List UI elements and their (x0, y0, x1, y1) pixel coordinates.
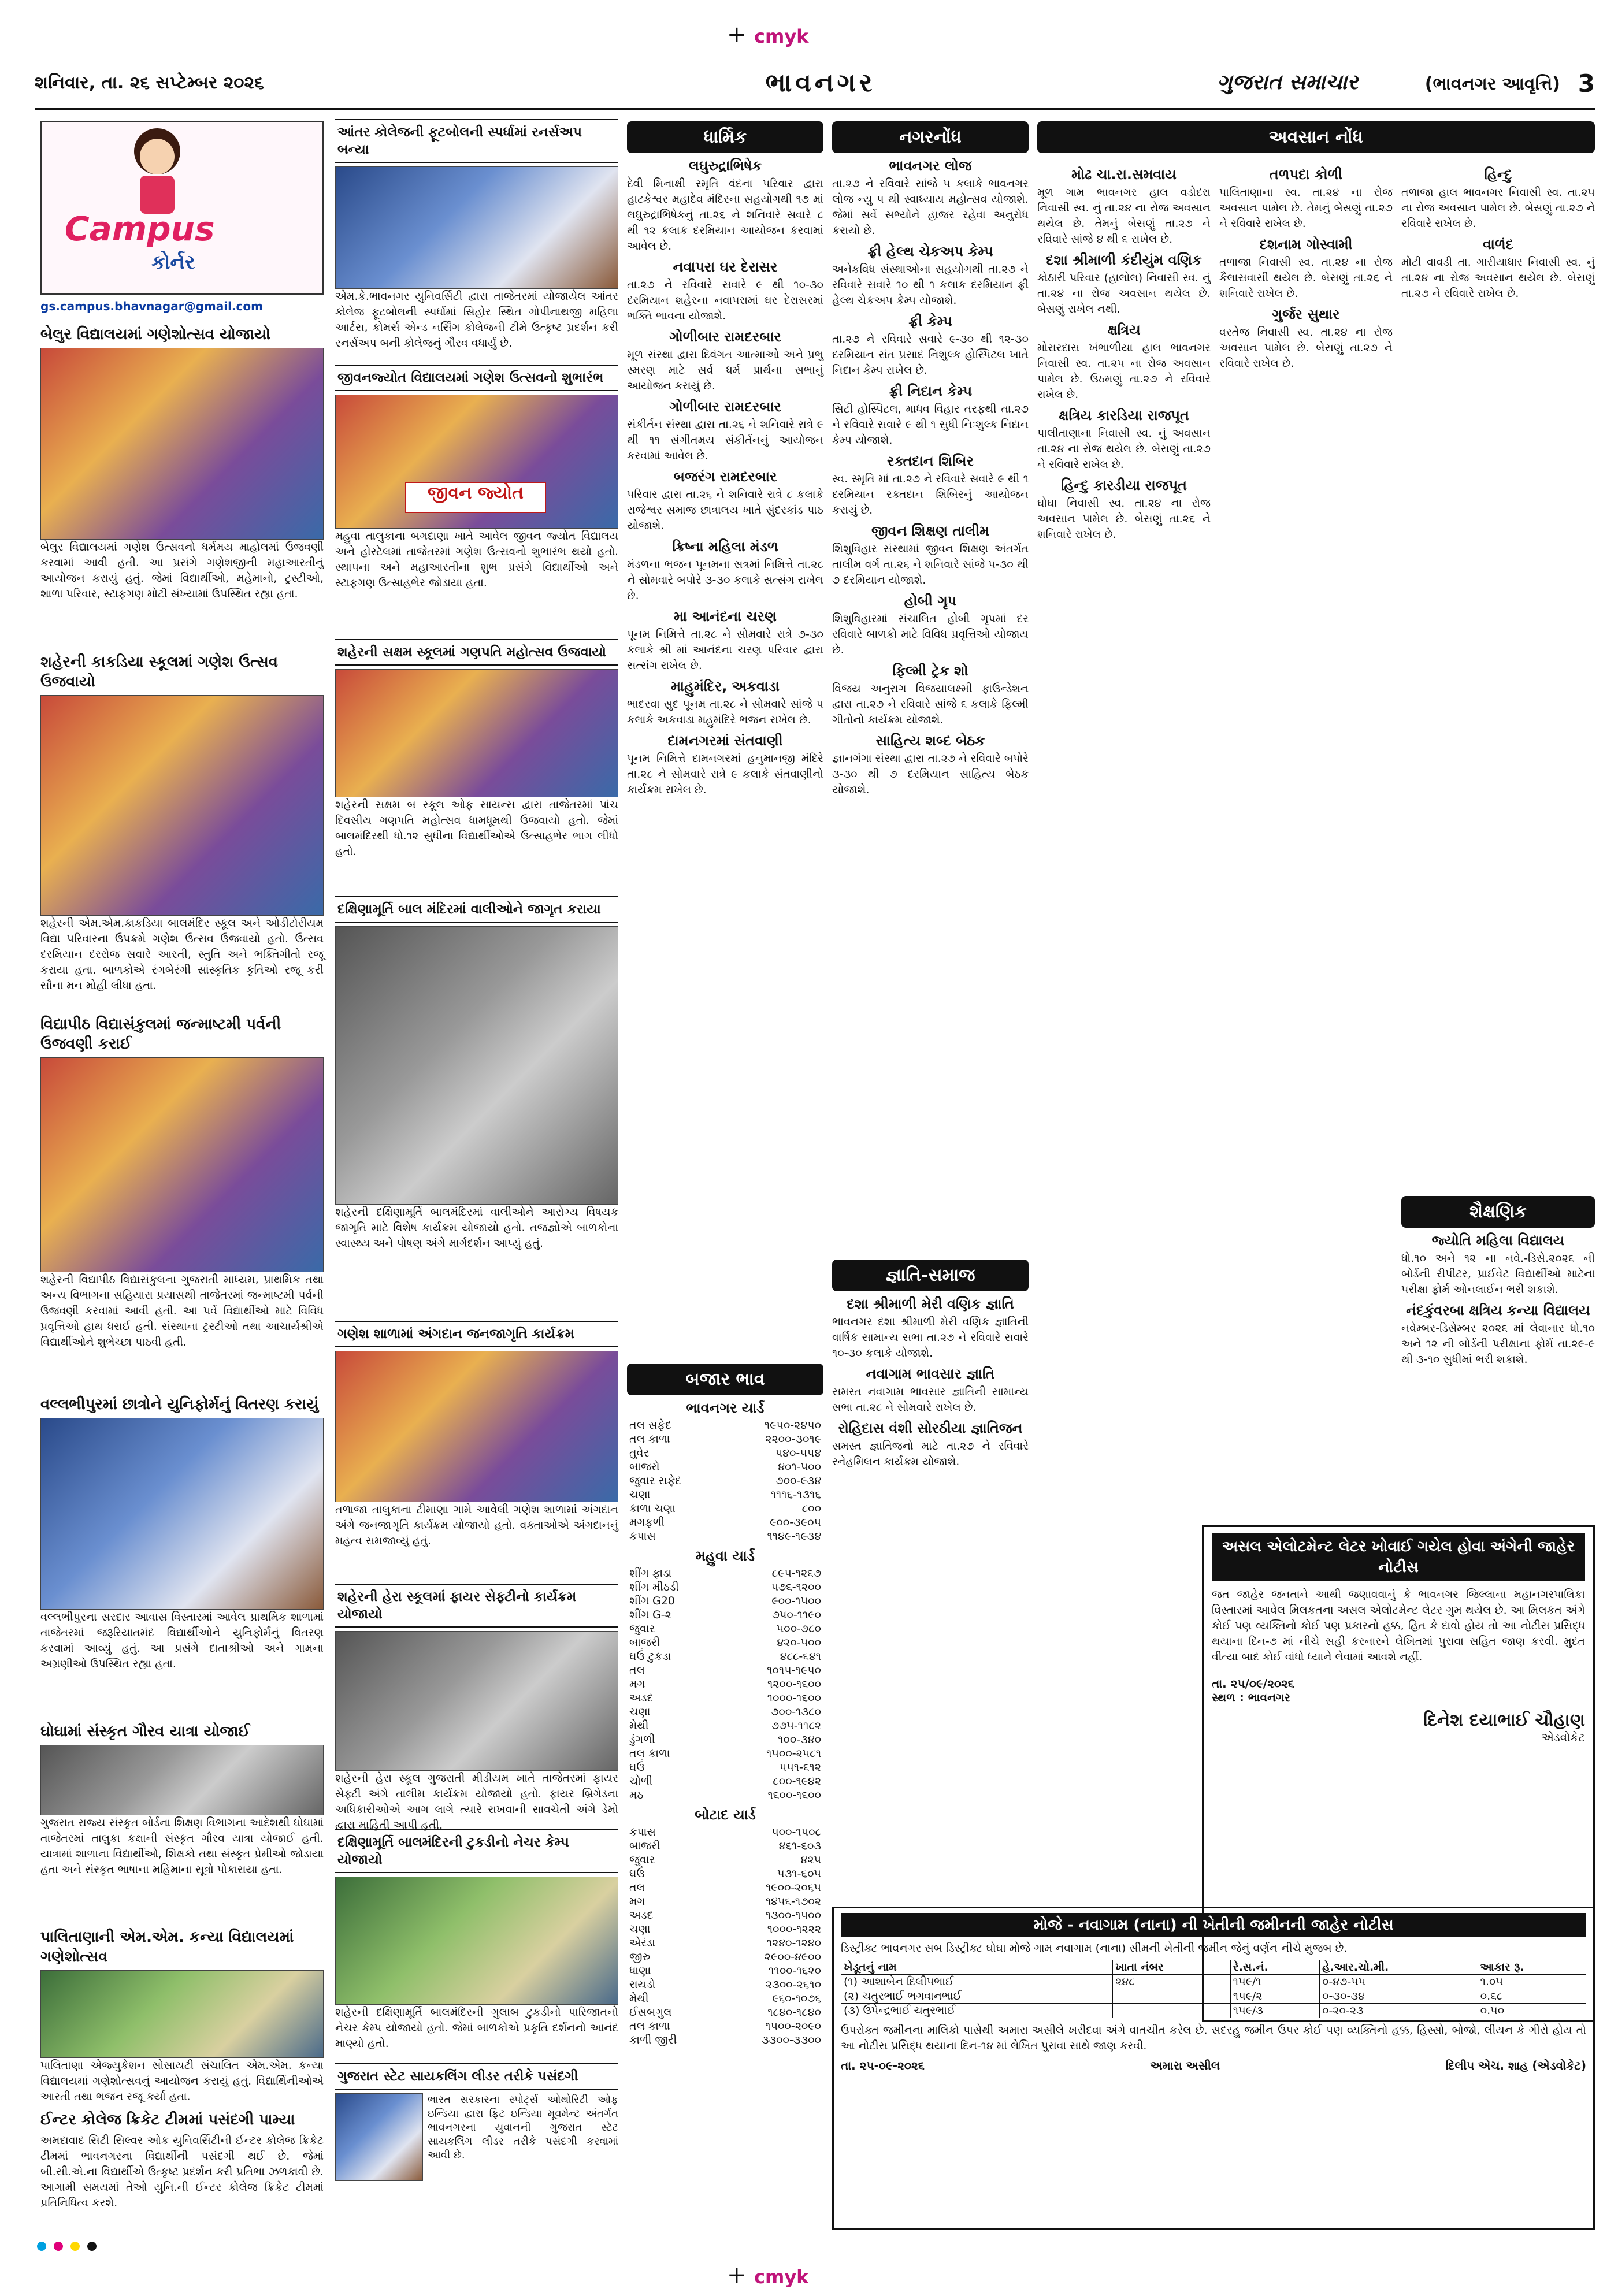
story-headline: શહેરની કાકડિયા સ્કૂલમાં ગણેશ ઉત્સવ ઉજવાયો (40, 653, 278, 690)
avsan-item: વાળંદ મોટી વાવડી તા. ગારીયાધાર નિવાસી સ્વ. નું તા.૨૪ ના રોજ અવસાન થયેલ છે. બેસણું તા.૨૭ ને રવિવારે રાખેલ છે. (1401, 236, 1595, 300)
market-row (627, 1950, 823, 1964)
campus2-story-4 (335, 893, 618, 1314)
masthead-city: ભાવનગર (765, 68, 876, 98)
story-body: તળાજા તાલુકાના ટીમાણા ગામે આવેલી ગણેશ શાળામાં અંગદાન અંગે જનજાગૃતિ કાર્યક્રમ યોજાયો હતો. વક્તાઓએ અંગદાનનું મહત્વ સમજાવ્યું હતું. (335, 1503, 618, 1547)
story-body: પાલિતાણા એજ્યુકેશન સોસાયટી સંચાલિત એમ.એમ. કન્યા વિદ્યાલયમાં ગણેશોત્સવનું આયોજન કરાયું હતું. વિદ્યાર્થિનીઓએ આરતી તથા ભજન રજૂ કર્યા હતા. (40, 2059, 324, 2103)
notice2-signer: અમારા અસીલ (1150, 2059, 1220, 2072)
notice2-date: તા. ૨૫-૦૯-૨૦૨૬ (841, 2059, 925, 2072)
avsan-item: ગુર્જર સુથાર વરતેજ નિવાસી સ્વ. તા.૨૪ ના રોજ અવસાન પામેલ છે. બેસણું તા.૨૭ ને રવિવારે રાખેલ છે. (1219, 306, 1393, 370)
campus-story-6 (40, 1925, 324, 2104)
commodity-name: તલ (629, 1881, 645, 1894)
campus2-story-7 (335, 1826, 618, 2057)
story-body: શહેરની એમ.એમ.કાકડિયા બાલમંદિર સ્કૂલ અને ઓડીટોરીયમ વિદ્યા પરિવારના ઉપક્રમે ગણેશ ઉત્સવ ઉજવાયો હતો. ઉત્સવ દરમિયાન દરરોજ સવારે આરતી, સ્તુતિ અને ભક્તિગીતો રજૂ કરાયા હતા. બાળકોએ રંગબેરંગી સાંસ્કૃતિક કૃતિઓ રજૂ કરી સૌના મન મોહી લીધા હતા. (40, 917, 324, 992)
commodity-price: ૯૦૦-૧૫૦૦ (771, 1595, 821, 1607)
story-headline: બેલુર વિદ્યાલયમાં ગણેશોત્સવ યોજાયો (40, 326, 270, 343)
nagar-item: જીવન શિક્ષણ તાલીમ શિશુવિહાર સંસ્થામાં જીવન શિક્ષણ અંતર્ગત તાલીમ વર્ગ તા.૨૬ ને શનિવારે સાંજે ૫-૩૦ થી ૭ દરમિયાન યોજાશે. (832, 523, 1029, 586)
commodity-name: કપાસ (629, 1826, 656, 1838)
market-table-bhavnagar (627, 1418, 823, 1543)
cartoon-girl-icon (123, 128, 192, 215)
market-row (627, 1922, 823, 1936)
table-row: (૨) ચતુરભાઈ ભગવાનભાઈ ૧૫૯/૨ ૦-૩૦-૩૪ ૦.૬૮ (841, 1989, 1586, 2004)
commodity-price: ૧૧૧૬-૧૩૧૬ (770, 1488, 821, 1501)
avsan-item: હિન્દુ કારડીયા રાજપૂત ઘોઘા નિવાસી સ્વ. તા.૨૪ ના રોજ અવસાન પામેલ છે. બેસણું તા.૨૬ ને શનિવારે રાખેલ છે. (1037, 477, 1211, 541)
commodity-price: ૧૨૦૦-૧૬૦૦ (767, 1678, 821, 1691)
commodity-price: ૧૯૫૦-૨૪૫૦ (764, 1419, 821, 1432)
story-body: શહેરની દક્ષિણામૂર્તિ બાલમંદિરમાં વાલીઓને આરોગ્ય વિષયક જાગૃતિ માટે વિશેષ કાર્યક્રમ યોજાયો હતો. તજજ્ઞોએ બાળકોના સ્વાસ્થ્ય અને પોષણ અંગે માર્ગદર્શન આપ્યું હતું. (335, 1206, 618, 1250)
table-row: (૩) ઉપેન્દ્રભાઈ ચતુરભાઈ ૧૫૯/૩ ૦-૨૦-૨૩ ૦.૫૦ (841, 2004, 1586, 2018)
nagarnondh-column (832, 121, 1029, 1254)
registration-cross-bottom: + (727, 2262, 747, 2288)
nagar-item: ફ્રી નિદાન કેમ્પ સિટી હોસ્પિટલ, માધવ વિહાર તરફથી તા.૨૭ ને રવિવારે સવારે ૯ થી ૧ સુધી નિઃશુલ્ક નિદાન કેમ્પ યોજાશે. (832, 383, 1029, 447)
commodity-price: ૫૪૦-૫૫૪ (775, 1447, 821, 1459)
story-headline: પાલિતાણાની એમ.એમ. કન્યા વિદ્યાલયમાં ગણેશોત્સવ (40, 1929, 294, 1966)
market-row (627, 1992, 823, 2005)
market-row (627, 1825, 823, 1839)
market-row (627, 1853, 823, 1867)
commodity-price: ૫૭૬-૧૨૦૦ (771, 1581, 821, 1593)
market-row (627, 1446, 823, 1460)
story-photo (40, 1970, 324, 2058)
commodity-name: અડદ (629, 1692, 654, 1704)
story-body: અમદાવાદ સિટી સિલ્વર ઓક યુનિવર્સિટીની ઈન્ટર કોલેજ ક્રિકેટ ટીમમાં ભાવનગરના વિદ્યાર્થીની પસંદગી થઈ છે. જેમાં બી.સી.એ.ના વિદ્યાર્થીએ ઉત્કૃષ્ટ પ્રદર્શન કરી પ્રતિભા ઝળકાવી છે. આગામી સમયમાં તેઓ યુનિ.ની ઈન્ટર કોલેજ ક્રિકેટ ટીમમાં પ્રતિનિધિત્વ કરશે. (40, 2134, 324, 2209)
commodity-name: મઠ (629, 1789, 644, 1801)
campus-sub: કોર્નર (151, 251, 195, 274)
commodity-name: ચોળી (629, 1775, 653, 1788)
dharmik-banner: ધાર્મિક (627, 121, 823, 153)
nagar-item: રક્તદાન શિબિર સ્વ. સ્મૃતિ માં તા.૨૭ ને રવિવારે સવારે ૯ થી ૧ દરમિયાન રક્તદાન શિબિરનું આયોજન કરાયું છે. (832, 453, 1029, 517)
commodity-name: બાજરી (629, 1840, 660, 1852)
story-photo (335, 395, 618, 529)
notice1-body: જત જાહેર જનતાને આથી જણાવવાનું કે ભાવનગર જિલ્લાના મહાનગરપાલિકા વિસ્તારમાં આવેલ મિલકતના અસલ એલોટમેન્ટ લેટર ગુમ થયેલ છે. આ મિલકત અંગે કોઈ પણ વ્યક્તિનો કોઈ પણ પ્રકારનો હક્ક, હિત કે દાવો હોય તો આ નોટીસ પ્રસિદ્ધ થયાના દિન-૭ માં નીચે સહી કરનારને લેખિતમાં પુરાવા સહિત જાણ કરવી. મુદત વીત્યા બાદ કોઈ વાંધો ધ્યાને લેવામાં આવશે નહીં. (1212, 1588, 1585, 1663)
story-photo (335, 1631, 618, 1771)
commodity-price: ૧૧૦૦-૧૬૨૦ (769, 1964, 821, 1977)
market-row (627, 1649, 823, 1663)
notice1-place: સ્થળ : ભાવનગર (1212, 1691, 1290, 1704)
market-row (627, 1733, 823, 1747)
campus-column (35, 116, 329, 2213)
story-headline: શહેરની સક્ષમ સ્કૂલમાં ગણપતિ મહોત્સવ ઉજવાયો (335, 639, 618, 666)
notice1-signer: દિનેશ દયાભાઈ ચૌહાણ (1423, 1710, 1585, 1730)
commodity-price: ૧૦૦-૩૪૦ (778, 1733, 821, 1746)
dharmik-item: દામનગરમાં સંતવાણી પૂનમ નિમિત્તે દામનગરમાં હનુમાનજી મંદિરે તા.૨૮ ને સોમવારે રાત્રે ૯ કલાકે સંતવાણીનો કાર્યક્રમ રાખેલ છે. (627, 733, 823, 796)
campus2-story-8 (335, 2060, 618, 2213)
commodity-name: તુવેર (629, 1447, 650, 1459)
story-photo (40, 1745, 324, 1815)
market-table-botad (627, 1825, 823, 2047)
masthead-bar (35, 64, 1595, 110)
commodity-name: મેથી (629, 1719, 649, 1732)
market-row (627, 1936, 823, 1950)
market-row (627, 1894, 823, 1908)
story-body: એમ.કે.ભાવનગર યુનિવર્સિટી દ્વારા તાજેતરમાં યોજાયેલ આંતર કોલેજ ફૂટબોલની સ્પર્ધામાં સિહોર સ્થિત ગોપીનાથજી મહિલા આર્ટસ, કોમર્સ એન્ડ નર્સિંગ કોલેજની ટીમે ઉત્કૃષ્ટ પ્રદર્શન કરી રનર્સઅપ બની કોલેજનું ગૌરવ વધાર્યું છે. (335, 290, 618, 350)
dharmik-item: ક્રિષ્ના મહિલા મંડળ મંડળના ભજન પૂનમના સત્રમાં નિમિત્તે તા.૨૮ ને સોમવારે બપોરે ૩-૩૦ કલાકે સત્સંગ રાખેલ છે. (627, 538, 823, 602)
commodity-price: ૧૦૦૦-૧૨૨૨ (767, 1923, 821, 1935)
nagar-item: ફ્રી કેમ્પ તા.૨૭ ને રવિવારે સવારે ૯-૩૦ થી ૧૨-૩૦ દરમિયાન સંત પ્રસાદ નિશુલ્ક હોસ્પિટલ ખાતે નિદાન કેમ્પ રાખેલ છે. (832, 313, 1029, 377)
story-headline: વિદ્યાપીઠ વિદ્યાસંકુલમાં જન્માષ્ટમી પર્વની ઉજવણી કરાઈ (40, 1016, 281, 1053)
market-row (627, 1978, 823, 1992)
commodity-price: ૮૦૦ (801, 1502, 821, 1515)
market-row (627, 1474, 823, 1488)
cyclist-photo (335, 2093, 423, 2181)
commodity-price: ૭૫૦-૧૧૯૦ (771, 1608, 821, 1621)
story-body: શહેરની દક્ષિણામૂર્તિ બાલમંદિરની ગુલાબ ટુકડીનો પારિજાતનો નેચર કેમ્પ યોજાયો હતો. જેમાં બાળકોએ પ્રકૃતિ દર્શનનો આનંદ માણ્યો હતો. (335, 2006, 618, 2050)
story-headline: ગણેશ શાળામાં અંગદાન જનજાગૃતિ કાર્યક્રમ (335, 1321, 618, 1347)
campus2-story-6 (335, 1580, 618, 1831)
commodity-price: ૧૨૪૦-૧૨૪૦ (766, 1937, 821, 1949)
commodity-price: ૫૫૧-૬૧૨ (779, 1761, 821, 1774)
market-row (627, 1608, 823, 1622)
story-photo (335, 1351, 618, 1502)
story-photo (335, 926, 618, 1205)
commodity-price: ૧૫૦૦-૨૫૮૧ (766, 1747, 821, 1760)
notice1-title: અસલ એલોટમેન્ટ લેટર ખોવાઈ ગયેલ હોવા અંગેની જાહેર નોટીસ (1212, 1533, 1585, 1581)
market-row (627, 2005, 823, 2019)
market-row (627, 1760, 823, 1774)
notice2-land-table (841, 1960, 1586, 2018)
market-column (627, 1364, 823, 2207)
story-body: શહેરની સક્ષમ બ સ્કૂલ ઓફ સાયન્સ દ્વારા તાજેતરમાં પાંચ દિવસીય ગણપતિ મહોત્સવ ધામધૂમથી ઉજવાયો હતો. જેમાં બાલમંદિરથી ધો.૧૨ સુધીના વિદ્યાર્થીઓએ ઉત્સાહભેર ભાગ લીધો હતો. (335, 798, 618, 858)
avsan-item: ક્ષત્રિય કારડિયા રાજપૂત પાલીતાણાના નિવાસી સ્વ. નું અવસાન તા.૨૪ ના રોજ થયેલ છે. બેસણું તા.૨૭ ને રવિવારે રાખેલ છે. (1037, 407, 1211, 471)
campus-story-1 (40, 322, 324, 646)
magenta-dot (54, 2242, 63, 2251)
story-photo (40, 1418, 324, 1610)
story-photo (335, 669, 618, 797)
registration-cross-top: + (727, 21, 747, 48)
campus-email[interactable]: gs.campus.bhavnagar@gmail.com (40, 299, 263, 313)
nagar-item: ફિલ્મી ટ્રેક શો વિજય અનુરાગ વિજયાલક્ષ્મી ફાઉન્ડેશન દ્વારા તા.૨૭ ને રવિવારે સાંજે ૬ કલાકે ફિલ્મી ગીતોનો કાર્યક્રમ યોજાશે. (832, 663, 1029, 726)
avsan-item: તળપદા કોળી પાલિતાણાના સ્વ. તા.૨૪ ના રોજ અવસાન પામેલ છે. તેમનું બેસણું તા.૨૭ ને રવિવારે રાખેલ છે. (1219, 166, 1393, 230)
story-headline: ઘોઘામાં સંસ્કૃત ગૌરવ યાત્રા યોજાઈ (40, 1723, 250, 1740)
nagar-item: ભાવનગર લોજ તા.૨૭ ને રવિવારે સાંજે ૫ કલાકે ભાવનગર લોજ ન્યુ ૫ થી સ્વાધ્યાય મહોત્સવ યોજાશે. જેમાં સર્વે સભ્યોને હાજર રહેવા અનુરોધ કરાયો છે. (832, 158, 1029, 237)
commodity-name: ચણા (629, 1706, 651, 1718)
campus2-story-5 (335, 1317, 618, 1577)
story-headline: આંતર કોલેજની ફૂટબોલની સ્પર્ધામાં રનર્સઅપ બન્યા (335, 119, 618, 163)
market-row (627, 1908, 823, 1922)
gnati-item: નવાગામ ભાવસાર જ્ઞાતિ સમસ્ત નવાગામ ભાવસાર જ્ઞાતિની સામાન્ય સભા તા.૨૮ ને સોમવારે રાખેલ છે. (832, 1366, 1029, 1414)
commodity-price: ૭૭૫-૧૧૮૨ (771, 1719, 821, 1732)
gnati-banner: જ્ઞાતિ-સમાજ (832, 1260, 1029, 1291)
cyan-dot (37, 2242, 46, 2251)
commodity-price: ૧૮૪૦-૧૮૪૦ (767, 2006, 821, 2019)
commodity-name: રાયડો (629, 1978, 656, 1991)
market-row (627, 1460, 823, 1474)
commodity-name: તલ (629, 1664, 645, 1677)
commodity-name: શીંગ G-૨ (629, 1608, 671, 1621)
story-headline: ગુજરાત સ્ટેટ સાયકલિંગ લીડર તરીકે પસંદગી (335, 2063, 618, 2090)
campus-label: Campus (65, 209, 215, 248)
market-row (627, 1488, 823, 1502)
story-photo (335, 1877, 618, 2005)
commodity-name: ઈસબગુલ (629, 2006, 672, 2019)
gnati-item: રોહિદાસ વંશી સોરઠીયા જ્ઞાતિજન સમસ્ત જ્ઞાતિજનો માટે તા.૨૭ ને રવિવારે સ્નેહમિલન કાર્યક્રમ યોજાશે. (832, 1420, 1029, 1468)
commodity-price: ૩૩૦૦-૩૩૦૦ (761, 2034, 821, 2046)
commodity-price: ૭૦૦-૯૩૪ (775, 1474, 821, 1487)
commodity-price: ૧૬૦૦-૧૬૦૦ (767, 1789, 821, 1801)
commodity-name: શીંગ ફાડા (629, 1567, 672, 1580)
shaikshanik-item: જ્યોતિ મહિલા વિદ્યાલય ધો.૧૦ અને ૧૨ ના નવે.-ડિસે.૨૦૨૬ ની બોર્ડની રીપીટર, પ્રાઈવેટ વિદ્યાર્થીઓ માટેના પરીક્ષા ફોર્મ ઓનલાઈન ભરી શકાશે. (1401, 1232, 1595, 1296)
campus-corner-logo (40, 121, 324, 295)
color-registration-strip (35, 2242, 1595, 2259)
yard-title-bhavnagar: ભાવનગર યાર્ડ (686, 1400, 765, 1416)
campus2-story-1 (335, 116, 618, 358)
commodity-price: ૧૧૪૯-૧૯૩૪ (767, 1530, 821, 1543)
market-row (627, 2019, 823, 2033)
commodity-price: ૫૦૦-૧૫૦૮ (771, 1826, 821, 1838)
nagar-item: સાહિત્ય શબ્દ બેઠક જ્ઞાનગંગા સંસ્થા દ્વારા તા.૨૭ ને રવિવારે બપોરે ૩-૩૦ થી ૭ દરમિયાન સાહિત્ય બેઠક યોજાશે. (832, 733, 1029, 796)
gnati-item: દશા શ્રીમાળી મેરી વણિક જ્ઞાતિ ભાવનગર દશા શ્રીમાળી મેરી વણિક જ્ઞાતિની વાર્ષિક સામાન્ય સભા તા.૨૭ ને રવિવારે સવારે ૧૦-૩૦ કલાકે યોજાશે. (832, 1296, 1029, 1359)
commodity-name: જુવાર સફેદ (629, 1474, 681, 1487)
masthead-edition: (ભાવનગર આવૃત્તિ) (1424, 74, 1560, 94)
cmyk-mark-bottom: cmyk (754, 2266, 809, 2288)
notice2-advocate: દિલીપ એચ. શાહ (એડવોકેટ) (1445, 2059, 1586, 2072)
story-photo (40, 348, 324, 540)
yard-title-botad: બોટાદ યાર્ડ (695, 1807, 756, 1823)
story-body: ગુજરાત રાજ્ય સંસ્કૃત બોર્ડના શિક્ષણ વિભાગના આદેશથી ઘોઘામાં તાજેતરમાં તાલુકા કક્ષાની સંસ્કૃત ગૌરવ યાત્રા યોજાઈ હતી. યાત્રામાં શાળાના વિદ્યાર્થીઓ, શિક્ષકો તથા સંસ્કૃત પ્રેમીઓ જોડાયા હતા અને સંસ્કૃત ભાષાના મહિમાના સૂત્રો પોકારાયા હતા. (40, 1816, 324, 1876)
story-headline: ઈન્ટર કોલેજ ક્રિકેટ ટીમમાં પસંદગી પામ્યા (40, 2111, 295, 2128)
commodity-price: ૮૯૫-૧૨૬૭ (771, 1567, 821, 1580)
commodity-price: ૧૩૦૦-૧૫૦૦ (765, 1909, 821, 1922)
commodity-price: ૭૦૦-૧૩૮૦ (771, 1706, 821, 1718)
commodity-price: ૫૦૦-૭૮૦ (776, 1622, 821, 1635)
commodity-name: અડદ (629, 1909, 654, 1922)
commodity-name: ઘઉં (629, 1867, 645, 1880)
commodity-price: ૨૨૦૦-૩૦૧૯ (765, 1433, 821, 1446)
campus-story-5 (40, 1719, 324, 1922)
masthead-date: શનિવાર, તા. ૨૬ સપ્ટેમ્બર ૨૦૨૬ (35, 73, 264, 93)
market-row (627, 1867, 823, 1881)
market-row (627, 1636, 823, 1649)
commodity-name: ચણા (629, 1488, 651, 1501)
commodity-price: ૪૬૧-૬૦૩ (778, 1840, 821, 1852)
jivan-jyot-banner: જીવન જ્યોત (405, 482, 546, 513)
avsan-column-c (1401, 162, 1595, 1190)
commodity-price: ૪૨૦-૫૦૦ (777, 1636, 821, 1649)
commodity-name: ડુંગળી (629, 1733, 655, 1746)
market-row (627, 2033, 823, 2047)
story-headline: વલ્લભીપુરમાં છાત્રોને યુનિફોર્મનું વિતરણ કરાયું (40, 1396, 319, 1413)
commodity-price: ૨૩૦૦-૨૬૧૦ (765, 1978, 821, 1991)
market-table-mahuva (627, 1566, 823, 1802)
commodity-price: ૮૦૦-૧૯૪૨ (773, 1775, 821, 1788)
commodity-name: એરંડા (629, 1937, 655, 1949)
market-row (627, 1881, 823, 1894)
market-row (627, 1705, 823, 1719)
nagar-item: ફ્રી હેલ્થ ચેકઅપ કેમ્પ અનેકવિધ સંસ્થાઓના સહયોગથી તા.૨૭ ને રવિવારે સવારે ૧૦ થી ૧ કલાક દરમિયાન ફ્રી હેલ્થ ચેકઅપ કેમ્પ યોજાશે. (832, 243, 1029, 307)
commodity-price: ૯૦૦-૩૯૦૫ (770, 1516, 821, 1529)
campus-story-2 (40, 650, 324, 1008)
commodity-name: કાળા ચણા (629, 1502, 676, 1515)
dharmik-item: મા આનંદના ચરણ પૂનમ નિમિત્તે તા.૨૮ ને સોમવારે રાત્રે ૭-૩૦ કલાકે શ્રી માં આનંદના ચરણ પરિવાર દ્વારા સત્સંગ રાખેલ છે. (627, 608, 823, 672)
commodity-name: કાળી જીરી (629, 2034, 677, 2046)
campus2-story-3 (335, 636, 618, 890)
story-headline: શહેરની હેરા સ્કૂલમાં ફાયર સેફ્ટીનો કાર્યક્રમ યોજાયો (335, 1584, 618, 1628)
avsan-item: દશનામ ગોસ્વામી તળાજા નિવાસી સ્વ. તા.૨૪ ના રોજ કૈલાસવાસી થયેલ છે. બેસણું તા.૨૬ ને શનિવારે રાખેલ છે. (1219, 236, 1393, 300)
story-headline: દક્ષિણામૂર્તિ બાલમંદિરની ટુકડીનો નેચર કેમ્પ યોજાયો (335, 1829, 618, 1873)
commodity-name: જુવાર (629, 1622, 655, 1635)
campus2-story-2 (335, 361, 618, 633)
commodity-name: બાજરો (629, 1461, 660, 1473)
dharmik-item: માહુમંદિર, અકવાડા ભાદરવા સુદ પૂનમ તા.૨૮ ને સોમવારે સાંજે ૫ કલાકે અકવાડા મહુમંદિરે ભજન રાખેલ છે. (627, 678, 823, 726)
commodity-name: તલ સફેદ (629, 1419, 671, 1432)
commodity-price: ૪૦૧-૫૦૦ (778, 1461, 821, 1473)
market-banner: બજાર ભાવ (627, 1364, 823, 1395)
story-body: બેલુર વિદ્યાલયમાં ગણેશ ઉત્સવનો ધર્મમય માહોલમાં ઉજવણી કરવામાં આવી હતી. આ પ્રસંગે ગણેશજીની મહાઆરતીનું આયોજન કરાયું હતું. જેમાં વિદ્યાર્થીઓ, મહેમાનો, ટ્રસ્ટીઓ, શાળા પરિવાર, સ્ટાફગણ મોટી સંખ્યામાં ઉપસ્થિત રહ્યા હતા. (40, 541, 324, 600)
avsan-item: મોઢ ચા.રા.સમવાય મૂળ ગામ ભાવનગર હાલ વડોદરા નિવાસી સ્વ. નું તા.૨૪ ના રોજ અવસાન થયેલ છે. તેમનું બેસણું તા.૨૭ ને રવિવારે સાંજે ૪ થી ૬ રાખેલ છે. (1037, 166, 1211, 246)
commodity-price: ૨૯૦૦-૪૯૦૦ (764, 1951, 821, 1963)
commodity-name: બાજરી (629, 1636, 660, 1649)
market-row (627, 1566, 823, 1580)
commodity-price: ૧૦૦૦-૧૬૦૦ (767, 1692, 821, 1704)
masthead-paper: ગુજરાત સમાચાર (1217, 70, 1358, 94)
yard-title-mahuva: મહુવા યાર્ડ (696, 1548, 755, 1564)
market-row (627, 1964, 823, 1978)
commodity-price: ૧૦૧૫-૧૯૫૦ (767, 1664, 821, 1677)
commodity-name: શીંગ મીઠડી (629, 1581, 679, 1593)
dharmik-item: લઘુરુદ્રાભિષેક દેવી મિનાક્ષી સ્મૃતિ વંદના પરિવાર દ્વારા હાટકેશ્વર મહાદેવ મંદિરના સહયોગથી ૧૭ માં લઘુરુદ્રાભિષેકનું તા.૨૬ ને શનિવારે સવારે ૮ થી ૧૨ કલાક દરમિયાન આયોજન કરવામાં આવેલ છે. (627, 158, 823, 252)
market-row (627, 1594, 823, 1608)
shaikshanik-banner: શૈક્ષણિક (1401, 1196, 1595, 1228)
commodity-name: શીંગ G20 (629, 1595, 675, 1607)
market-row (627, 1432, 823, 1446)
black-dot (87, 2242, 97, 2251)
commodity-price: ૧૫૦૦-૨૦૯૦ (765, 2020, 821, 2033)
cmyk-mark-top: cmyk (754, 25, 809, 47)
story-headline: જીવનજ્યોત વિદ્યાલયમાં ગણેશ ઉત્સવનો શુભારંભ (335, 365, 618, 391)
campus-column-2 (335, 116, 618, 2213)
avsan-column-a (1037, 162, 1211, 1514)
story-photo (40, 695, 324, 916)
commodity-price: ૧૯૦૦-૨૦૬૫ (765, 1881, 821, 1894)
story-body: શહેરની હેરા સ્કૂલ ગુજરાતી મીડીયમ ખાતે તાજેતરમાં ફાયર સેફ્ટી અંગે તાલીમ કાર્યક્રમ યોજાયો હતો. ફાયર બ્રિગેડના અધિકારીઓએ આગ લાગે ત્યારે રાખવાની સાવચેતી અંગે ડેમો દ્વારા માહિતી આપી હતી. (335, 1772, 618, 1831)
page-number: 3 (1578, 69, 1595, 98)
market-row (627, 1839, 823, 1853)
market-row (627, 1788, 823, 1802)
market-row (627, 1774, 823, 1788)
market-row (627, 1418, 823, 1432)
notice1-date: તા. ૨૫/૦૯/૨૦૨૬ (1212, 1677, 1294, 1691)
avsan-item: હિન્દુ તળાજા હાલ ભાવનગર નિવાસી સ્વ. તા.૨૫ ના રોજ અવસાન પામેલ છે. બેસણું તા.૨૭ ને રવિવારે રાખેલ છે. (1401, 166, 1595, 230)
market-row (627, 1580, 823, 1594)
shaikshanik-column (1401, 1196, 1595, 1519)
commodity-price: ૪૮૮-૬૪૧ (780, 1650, 821, 1663)
story-headline: દક્ષિણામૂર્તિ બાલ મંદિરમાં વાલીઓને જાગૃત કરાયા (335, 896, 618, 923)
commodity-name: ઘઉં (629, 1761, 645, 1774)
notice1-signer-role: એડવોકેટ (1541, 1730, 1585, 1744)
nagar-item: હોબી ગૃપ શિશુવિહારમાં સંચાલિત હોબી ગૃપમાં દર રવિવારે બાળકો માટે વિવિધ પ્રવૃત્તિઓ યોજાય છે. (832, 593, 1029, 656)
commodity-name: જીરુ (629, 1951, 651, 1963)
commodity-name: ઘઉં ટુકડા (629, 1650, 671, 1663)
market-row (627, 1502, 823, 1515)
commodity-name: તલ કાળા (629, 1433, 670, 1446)
market-row (627, 1719, 823, 1733)
dharmik-item: નવાપરા ઘર દેરાસર તા.૨૭ ને રવિવારે સવારે ૯ થી ૧૦-૩૦ દરમિયાન શહેરના નવાપરામાં ઘર દેરાસરમાં ભક્તિ ભાવના યોજાશે. (627, 259, 823, 322)
commodity-price: ૧૪૫૬-૧૭૦૨ (765, 1895, 821, 1908)
market-row (627, 1663, 823, 1677)
nagarnondh-banner: નગરનોંધ (832, 121, 1029, 153)
notice2-body: ઉપરોક્ત જમીનના માલિકો પાસેથી અમારા અસીલે ખરીદવા અંગે વાતચીત કરેલ છે. સદરહુ જમીન ઉપર કોઈ પણ વ્યક્તિનો હક્ક, હિસ્સો, બોજો, લીયન કે ગીરો હોય તો આ નોટીસ પ્રસિદ્ધ થયાના દિન-૧૪ માં લેખિત પુરાવા સાથે જાણ કરવી. (841, 2024, 1586, 2052)
campus-story-3 (40, 1012, 324, 1388)
market-row (627, 1515, 823, 1529)
story-photo (40, 1057, 324, 1272)
commodity-name: તલ કાળા (629, 1747, 670, 1760)
gnati-column (832, 1260, 1029, 1895)
yellow-dot (70, 2242, 80, 2251)
campus-story-7 (40, 2108, 324, 2213)
market-row (627, 1691, 823, 1705)
avsan-banner-wrap (1037, 121, 1595, 156)
commodity-name: મેથી (629, 1992, 649, 2005)
market-row (627, 1622, 823, 1636)
commodity-name: કપાસ (629, 1530, 656, 1543)
table-row: (૧) આશાબેન દિલીપભાઈ ૨૪૮ ૧૫૯/૧ ૦-૪૭-૫૫ ૧.૦૫ (841, 1975, 1586, 1989)
commodity-price: ૫૩૧-૬૦૫ (777, 1867, 821, 1880)
land-public-notice (832, 1907, 1595, 2230)
avsan-column-b (1219, 162, 1393, 1514)
dharmik-item: ગોળીબાર રામદરબાર મૂળ સંસ્થા દ્વારા દિવંગત આત્માઓ અને પ્રભુ સ્મરણ માટે સર્વ ધર્મ પ્રાર્થના સભાનું આયોજન કરાયું છે. (627, 329, 823, 392)
dharmik-item: બજરંગ રામદરબાર પરિવાર દ્વારા તા.૨૬ ને શનિવારે રાત્રે ૮ કલાકે રાજેશ્વર સમાજ છાત્રાલય ખાતે સુંદરકાંડ પાઠ યોજાશે. (627, 469, 823, 532)
avsan-item: ક્ષત્રિય મોરારદાસ ખંભાળીયા હાલ ભાવનગર નિવાસી સ્વ. તા.૨૫ ના રોજ અવસાન પામેલ છે. ઉઠમણું તા.૨૭ ને રવિવારે રાખેલ છે. (1037, 322, 1211, 401)
campus-story-4 (40, 1392, 324, 1716)
commodity-name: મગ (629, 1895, 645, 1908)
story-body: મહુવા તાલુકાના બગદાણા ખાતે આવેલ જીવન જ્યોત વિદ્યાલય અને હોસ્ટેલમાં તાજેતરમાં ગણેશ ઉત્સવનો શુભારંભ થયો હતો. સ્થાપના અને મહાઆરતીના શુભ પ્રસંગે વિદ્યાર્થીઓ અને સ્ટાફગણ ઉત્સાહભેર જોડાયા હતા. (335, 530, 618, 589)
market-row (627, 1529, 823, 1543)
story-body: વલ્લભીપુરના સરદાર આવાસ વિસ્તારમાં આવેલ પ્રાથમિક શાળામાં તાજેતરમાં જરૂરિયાતમંદ વિદ્યાર્થીઓને યુનિફોર્મનું વિતરણ કરવામાં આવ્યું હતું. આ પ્રસંગે દાતાશ્રીઓ અને ગામના અગ્રણીઓ ઉપસ્થિત રહ્યા હતા. (40, 1611, 324, 1670)
story-photo (335, 166, 618, 289)
table-header-row: ખેડૂતનું નામ ખાતા નંબર રે.સ.નં. હે.આર.ચો.મી. આકાર રૂ. (841, 1960, 1586, 1975)
dharmik-column (627, 121, 823, 1358)
market-row (627, 1747, 823, 1760)
market-row (627, 1677, 823, 1691)
avsan-banner: અવસાન નોંધ (1037, 121, 1595, 153)
notice2-title: મોજે - નવાગામ (નાના) ની ખેતીની જમીનની જાહેર નોટીસ (841, 1913, 1586, 1937)
commodity-name: મગફળી (629, 1516, 665, 1529)
commodity-name: ધાણા (629, 1964, 651, 1977)
story-body: ભારત સરકારના સ્પોર્ટ્સ ઓથોરિટી ઓફ ઇન્ડિયા દ્વારા ફિટ ઇન્ડિયા મૂવમેન્ટ અંતર્ગત ભાવનગરના યુવાનની ગુજરાત સ્ટેટ સાયકલિંગ લીડર તરીકે પસંદગી કરવામાં આવી છે. (428, 2094, 618, 2161)
avsan-item: દશા શ્રીમાળી કંદીયુંમ વણિક કોઠારી પરિવાર (હાલોલ) નિવાસી સ્વ. નું તા.૨૪ ના રોજ અવસાન થયેલ છે. બેસણું રાખેલ નથી. (1037, 252, 1211, 315)
commodity-name: તલ કાળા (629, 2020, 670, 2033)
commodity-name: ચણા (629, 1923, 651, 1935)
commodity-price: ૪૨૫ (800, 1853, 821, 1866)
commodity-name: મગ (629, 1678, 645, 1691)
commodity-name: જુવાર (629, 1853, 655, 1866)
notice2-intro: ડિસ્ટ્રીક્ટ ભાવનગર સબ ડિસ્ટ્રીક્ટ ઘોઘા મોજે ગામ નવાગામ (નાના) સીમની ખેતીની જમીન જેનું વર્ણન નીચે મુજબ છે. (841, 1942, 1348, 1955)
dharmik-item: ગોળીબાર રામદરબાર સંકીર્તન સંસ્થા દ્વારા તા.૨૬ ને શનિવારે રાત્રે ૯ થી ૧૧ સંગીતમય સંકીર્તનનું આયોજન કરવામાં આવેલ છે. (627, 399, 823, 462)
story-body: શહેરની વિદ્યાપીઠ વિદ્યાસંકુલના ગુજરાતી માધ્યમ, પ્રાથમિક તથા અન્ય વિભાગના સહિયારા પ્રયાસથી તાજેતરમાં જન્માષ્ટમી પર્વની ઉજવણી કરવામાં આવી હતી. આ પર્વે વિદ્યાર્થીઓ માટે વિવિધ પ્રવૃત્તિઓ હાથ ધરાઈ હતી. સંસ્થાના ટ્રસ્ટીઓ તથા આચાર્યશ્રીએ વિદ્યાર્થીઓને શુભેચ્છા પાઠવી હતી. (40, 1273, 324, 1348)
commodity-price: ૯૬૦-૧૦૭૬ (772, 1992, 821, 2005)
shaikshanik-item: નંદકુંવરબા ક્ષત્રિય કન્યા વિદ્યાલય નવેમ્બર-ડિસેમ્બર ૨૦૨૬ માં લેવાનાર ધો.૧૦ અને ૧૨ ની બોર્ડની પરીક્ષાના ફોર્મ તા.૨૯-૯ થી ૩-૧૦ સુધીમાં ભરી શકાશે. (1401, 1302, 1595, 1366)
